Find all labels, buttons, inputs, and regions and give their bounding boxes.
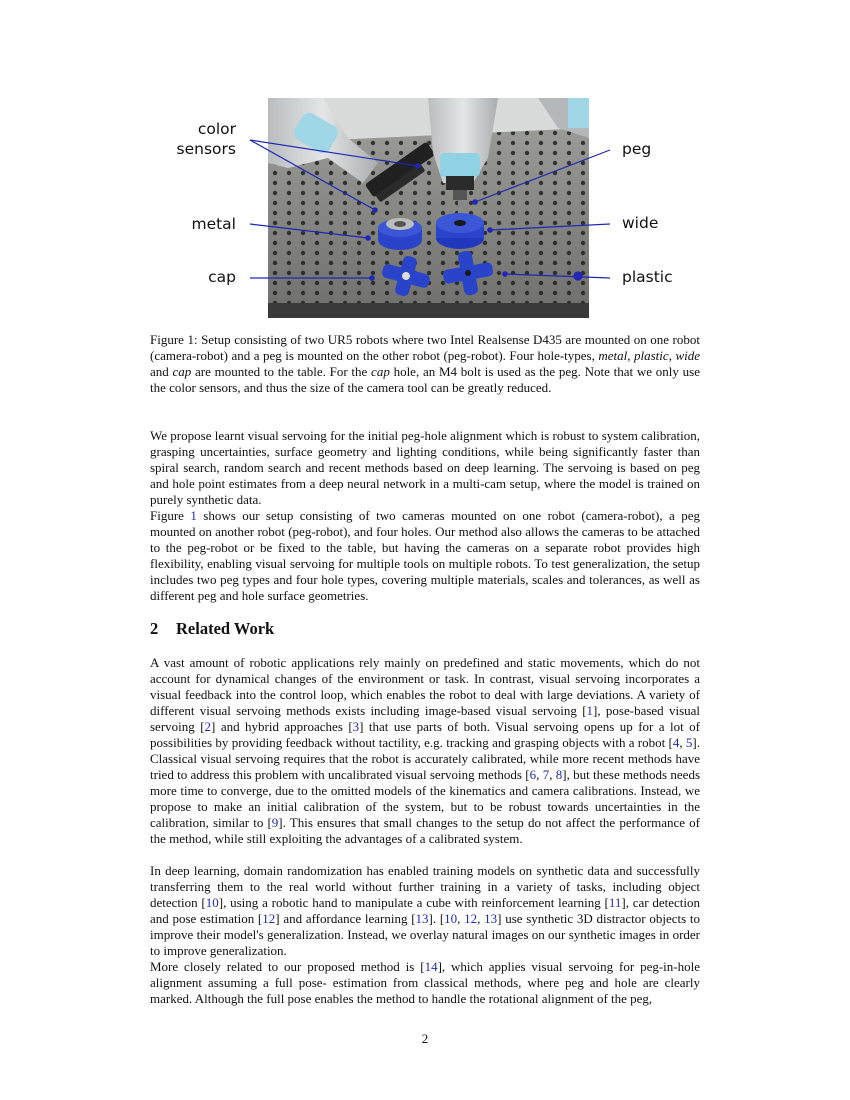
caption-cap: cap [172,364,192,379]
figure-caption [150,332,700,396]
paragraph-deep-learning [150,863,700,959]
caption-metal: metal [598,348,628,363]
text-span: A vast amount of robotic applications rely mainly on predefined and static movements, which do not account for dynamical changes of the environment or task. In contrast, visual servoing incorporates a visual feedback into the control loop, which enables the robot to deal with large deviations. A variety of different visual servoing methods exists including image-based visual servoing [ [150,655,700,718]
section-title: Related Work [176,619,275,638]
citation-link[interactable]: 9 [271,815,279,830]
page-number: 2 [421,1031,429,1046]
leader-lines [150,98,700,320]
citation-link[interactable]: 10 [444,911,458,926]
citation-link[interactable]: 14 [424,959,438,974]
text-span: ], but these methods needs more time to converge, due to the omitted models of the kinematics and camera calibrations. Instead, we propose to make an initial calibration of the system, but to be robust towards uncertainties in the calibration, similar to [ [150,767,701,830]
text-span: ], using a robotic hand to manipulate a cube with reinforcement learning [ [218,895,609,910]
citation-link[interactable]: 1 [586,703,594,718]
text-span: ], which applies visual servoing for peg-in-hole alignment assuming a full pose- estimation from classical methods, where peg and hole are clearly marked. Although the full pose enables the method to handle the rotational alignment of the peg, [150,959,701,1006]
citation-link[interactable]: 2 [204,719,212,734]
text-span: ] and hybrid approaches [ [211,719,353,734]
text-span: ], car detection and pose estimation [ [150,895,701,926]
text-span: ] that use parts of both. Visual servoing opens up for a lot of possibilities by providing feedback without tactility, e.g. tracking and grasping objects with a robot [ [150,719,700,750]
text-span: , [477,911,485,926]
citation-link[interactable]: 12 [464,911,478,926]
citation-link[interactable]: 6 [529,767,537,782]
citation-link[interactable]: 10 [205,895,219,910]
label-metal: metal [191,215,236,233]
figure-ref-link[interactable]: 1 [190,508,197,523]
paragraph-related-work [150,655,700,847]
citation-link[interactable]: 13 [415,911,429,926]
text-span: ]. [ [428,911,445,926]
figure-1 [150,98,700,320]
caption-text-3: hole, an M4 bolt is used as the peg. Note that we only use the color sensors, and thus the size of the camera tool can be greatly reduced. [150,364,700,395]
citation-link[interactable]: 5 [685,735,693,750]
text-span: , [457,911,465,926]
label-wide: wide [622,214,659,232]
section-number: 2 [150,619,159,638]
caption-wide: wide [675,348,700,363]
caption-cap-2: cap [371,364,390,379]
text-span: shows our setup consisting of two cameras mounted on one robot (camera-robot), a peg mounted on another robot (peg-robot), and four holes. Our method also allows the cameras to be attached to the peg-robot or be fixed to the table, but having the cameras on a separate robot provides high flexibility, enabling visual servoing for multiple tools on multiple robots. To test generalization, the setup includes two peg types and four hole types, covering multiple materials, scales and tolerances, as well as different peg and hole surface geometries. [150,508,700,603]
paragraph-related-method [150,959,700,1007]
citation-link[interactable]: 4 [672,735,680,750]
caption-plastic: plastic [634,348,669,363]
caption-sep-1: , [627,348,635,363]
citation-link[interactable]: 7 [542,767,550,782]
label-sensors: sensors [176,140,236,158]
label-plastic: plastic [622,268,673,286]
text-span: ]. This ensures that small changes to the setup do not affect the performance of the method, while still exploiting the advantages of a calibrated system. [150,815,700,846]
caption-sep-2: , [668,348,676,363]
text-span: , [679,735,686,750]
section-heading [150,619,274,639]
text-span: ] and affordance learning [ [275,911,416,926]
caption-text-2: are mounted to the table. For the [191,364,372,379]
citation-link[interactable]: 11 [608,895,622,910]
citation-link[interactable]: 13 [484,911,498,926]
text-span: , [549,767,556,782]
citation-link[interactable]: 3 [352,719,360,734]
paragraph-intro: We propose learnt visual servoing for the initial peg-hole alignment which is robust to system calibration, grasping uncertainties, surface geometry and lighting conditions, while being significantly faster than spiral search, random search and recent methods based on deep learning. The servoing is based on peg and hole point estimates from a deep neural network in a multi-cam setup, where the model is trained on purely synthetic data. [150,428,700,507]
text-span: More closely related to our proposed method is [ [150,959,425,974]
caption-text-1: Figure 1: Setup consisting of two UR5 robots where two Intel Realsense D435 are mounted on one robot (camera-robot) and a peg is mounted on the other robot (peg-robot). Four hole-types, [150,332,700,363]
text-span: ]. Classical visual servoing requires that the robot is accurately calibrated, while more recent methods have tried to address this problem with uncalibrated visual servoing methods [ [150,735,700,782]
text-span: Figure [150,508,191,523]
caption-sep-3: and [150,364,173,379]
label-cap: cap [208,268,236,286]
text-span: ], pose-based visual servoing [ [150,703,701,734]
text-span: In deep learning, domain randomization has enabled training models on synthetic data and successfully transferring them to the real world without further training in a variety of tasks, including object detection [ [150,863,700,910]
text-span: ] use synthetic 3D distractor objects to improve their model's generalization. Instead, we overlay natural images on our synthetic images in order to improve generalization. [150,911,701,958]
label-color: color [197,120,236,138]
citation-link[interactable]: 12 [262,911,276,926]
label-peg: peg [622,140,652,158]
citation-link[interactable]: 8 [555,767,563,782]
paragraph-setup [150,508,700,604]
text-span: , [536,767,543,782]
